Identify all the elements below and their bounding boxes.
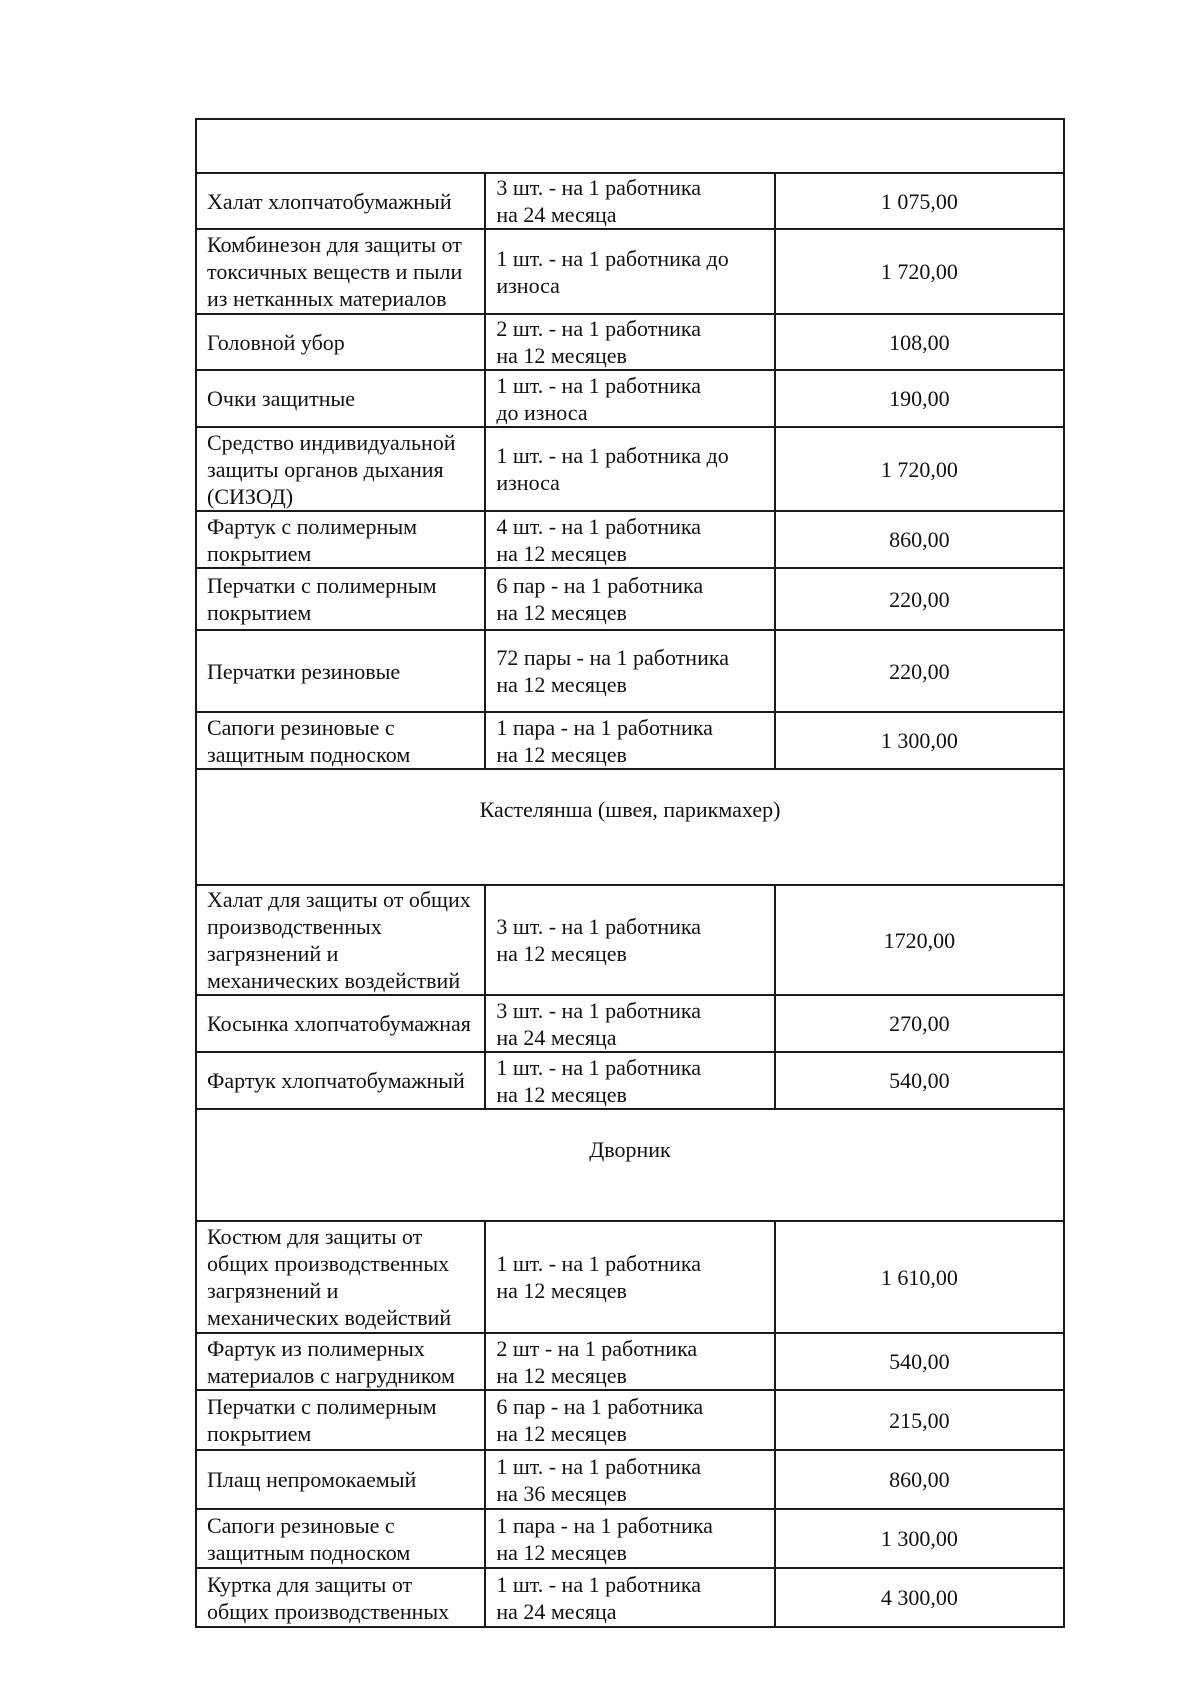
table-row [196,314,1064,370]
section-header-row [196,1109,1064,1221]
table-row [196,885,1064,995]
item-name-cell: Куртка для защиты от общих производственных [196,1568,485,1627]
item-name-cell: Комбинезон для защиты от токсичных веществ и пыли из нетканных материалов [196,229,485,314]
ppe-norms-table [195,118,1065,1628]
price-cell: 4 300,00 [775,1568,1064,1627]
table-row [196,427,1064,511]
section-title: Кастелянша (швея, парикмахер) [196,769,1064,885]
price-cell: 190,00 [775,370,1064,427]
price-cell: 1 300,00 [775,1509,1064,1568]
price-cell: 108,00 [775,314,1064,370]
table-row [196,712,1064,769]
blank-cell [196,119,1064,173]
table-row [196,995,1064,1052]
table-row [196,1390,1064,1450]
table-row [196,1509,1064,1568]
item-name-cell: Средство индивидуальной защиты органов дыхания (СИЗОД) [196,427,485,511]
issue-norm-cell: 6 пар - на 1 работника на 12 месяцев [485,568,774,630]
issue-norm-cell: 2 шт. - на 1 работника на 12 месяцев [485,314,774,370]
table-body [196,119,1064,1627]
price-cell: 270,00 [775,995,1064,1052]
item-name-cell: Перчатки с полимерным покрытием [196,568,485,630]
price-cell: 220,00 [775,568,1064,630]
price-cell: 220,00 [775,630,1064,712]
section-header-row [196,769,1064,885]
table-row [196,1568,1064,1627]
item-name-cell: Косынка хлопчатобумажная [196,995,485,1052]
issue-norm-cell: 1 шт. - на 1 работника на 24 месяца [485,1568,774,1627]
price-cell: 1 720,00 [775,229,1064,314]
item-name-cell: Фартук хлопчатобумажный [196,1052,485,1109]
issue-norm-cell: 4 шт. - на 1 работника на 12 месяцев [485,511,774,568]
item-name-cell: Халат для защиты от общих производственных загрязнений и механических воздействий [196,885,485,995]
issue-norm-cell: 1 шт. - на 1 работника до износа [485,427,774,511]
table-row [196,1333,1064,1390]
issue-norm-cell: 3 шт. - на 1 работника на 12 месяцев [485,885,774,995]
item-name-cell: Головной убор [196,314,485,370]
item-name-cell: Очки защитные [196,370,485,427]
price-cell: 1 610,00 [775,1221,1064,1333]
table-row [196,1450,1064,1509]
price-cell: 540,00 [775,1052,1064,1109]
section-title: Дворник [196,1109,1064,1221]
price-cell: 1 720,00 [775,427,1064,511]
price-cell: 1 300,00 [775,712,1064,769]
issue-norm-cell: 1 пара - на 1 работника на 12 месяцев [485,1509,774,1568]
issue-norm-cell: 6 пар - на 1 работника на 12 месяцев [485,1390,774,1450]
item-name-cell: Плащ непромокаемый [196,1450,485,1509]
item-name-cell: Сапоги резиновые с защитным подноском [196,712,485,769]
issue-norm-cell: 1 шт. - на 1 работника на 12 месяцев [485,1221,774,1333]
issue-norm-cell: 2 шт - на 1 работника на 12 месяцев [485,1333,774,1390]
issue-norm-cell: 72 пары - на 1 работника на 12 месяцев [485,630,774,712]
issue-norm-cell: 1 шт. - на 1 работника на 12 месяцев [485,1052,774,1109]
price-cell: 540,00 [775,1333,1064,1390]
price-cell: 215,00 [775,1390,1064,1450]
issue-norm-cell: 3 шт. - на 1 работника на 24 месяца [485,173,774,229]
issue-norm-cell: 1 шт. - на 1 работника до износа [485,229,774,314]
table-row [196,1221,1064,1333]
item-name-cell: Фартук с полимерным покрытием [196,511,485,568]
issue-norm-cell: 1 шт. - на 1 работника до износа [485,370,774,427]
price-cell: 860,00 [775,1450,1064,1509]
item-name-cell: Перчатки с полимерным покрытием [196,1390,485,1450]
table-row [196,511,1064,568]
table-row [196,568,1064,630]
issue-norm-cell: 1 пара - на 1 работника на 12 месяцев [485,712,774,769]
table-row [196,1052,1064,1109]
issue-norm-cell: 3 шт. - на 1 работника на 24 месяца [485,995,774,1052]
table-row [196,229,1064,314]
item-name-cell: Сапоги резиновые с защитным подноском [196,1509,485,1568]
price-cell: 1 075,00 [775,173,1064,229]
issue-norm-cell: 1 шт. - на 1 работника на 36 месяцев [485,1450,774,1509]
item-name-cell: Костюм для защиты от общих производственных загрязнений и механических водействий [196,1221,485,1333]
table-header-blank-row [196,119,1064,173]
price-cell: 1720,00 [775,885,1064,995]
table-row [196,173,1064,229]
item-name-cell: Фартук из полимерных материалов с нагрудником [196,1333,485,1390]
item-name-cell: Халат хлопчатобумажный [196,173,485,229]
price-cell: 860,00 [775,511,1064,568]
item-name-cell: Перчатки резиновые [196,630,485,712]
table-row [196,370,1064,427]
table-row [196,630,1064,712]
